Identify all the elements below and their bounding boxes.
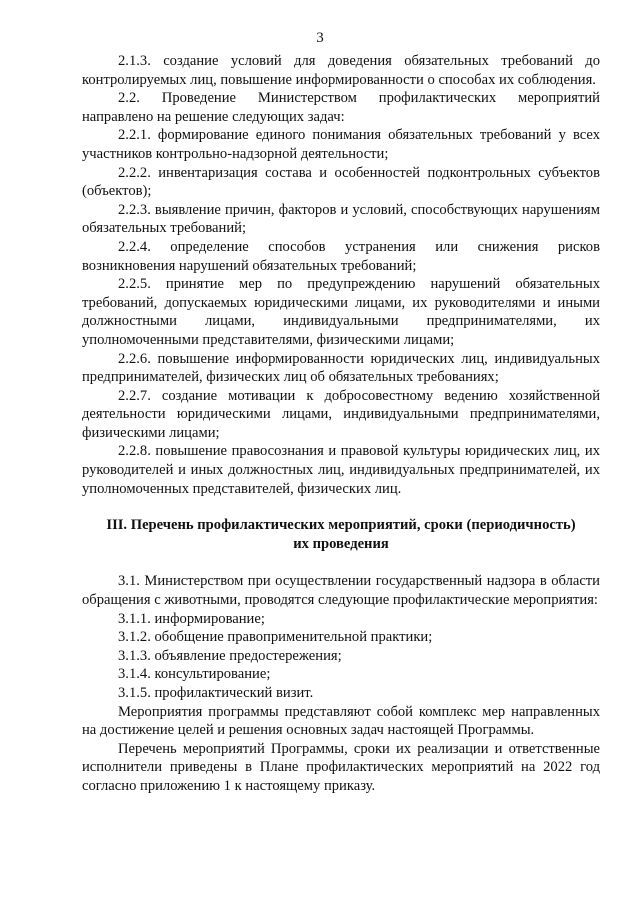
paragraph-3-1-1: 3.1.1. информирование;: [118, 610, 265, 627]
paragraph-program-measures: Мероприятия программы представляют собой комплекс мер направленных на достижение целей и решения основных задач настоящей Программы.: [82, 703, 600, 739]
paragraph-3-1-4: 3.1.4. консультирование;: [118, 666, 271, 683]
paragraph-2-1-3: 2.1.3. создание условий для доведения обязательных требований до контролируемых лиц, повышение информированности о способах их соблюдения.: [82, 53, 600, 88]
spacer: [82, 553, 600, 572]
paragraph-3-1: 3.1. Министерством при осуществлении государственный надзора в области обращения с животными, проводятся следующие профилактические мероприятия:: [82, 573, 600, 609]
paragraph-2-2-1: 2.2.1. формирование единого понимания обязательных требований у всех участников контрольно-надзорной деятельности;: [82, 127, 600, 162]
paragraph-2-2-2: 2.2.2. инвентаризация состава и особенностей подконтрольных субъектов (объектов);: [82, 164, 600, 200]
paragraph-2-2-7: 2.2.7. создание мотивации к добросовестному ведению хозяйственной деятельности юридическими лицами, индивидуальными предпринимателями, физическими лицами;: [82, 387, 600, 441]
paragraph-3-1-2: 3.1.2. обобщение правоприменительной практики;: [118, 629, 433, 646]
paragraph-2-2-3: 2.2.3. выявление причин, факторов и условий, способствующих нарушениям обязательных требований;: [82, 201, 600, 237]
section-3-heading-line-1: III. Перечень профилактических мероприятий, сроки (периодичность): [106, 517, 576, 534]
section-3-heading: [82, 516, 600, 553]
document-body: [82, 52, 600, 796]
paragraph-2-2-6: 2.2.6. повышение информированности юридических лиц, индивидуальных предпринимателей, физических лиц об обязательных требованиях;: [82, 350, 600, 386]
section-3-heading-line-2: их проведения: [293, 535, 389, 552]
paragraph-2-2-4: 2.2.4. определение способов устранения или снижения рисков возникновения нарушений обязательных требований;: [82, 238, 600, 274]
paragraph-2-2-5: 2.2.5. принятие мер по предупреждению нарушений обязательных требований, допускаемых юридическими лицами, их руководителями и иными должностными лицами, индивидуальными предпринимателями, их уполномоченными представителями, физическими лицами;: [82, 276, 600, 348]
paragraph-2-2: 2.2. Проведение Министерством профилактических мероприятий направлено на решение следующих задач:: [82, 90, 600, 125]
paragraph-2-2-8: 2.2.8. повышение правосознания и правовой культуры юридических лиц, их руководителей и иных должностных лиц, индивидуальных предпринимателей, их уполномоченных представителей, физических лиц.: [82, 443, 600, 497]
paragraph-program-list: Перечень мероприятий Программы, сроки их реализации и ответственные исполнители приведены в Плане профилактических мероприятий на 2022 год согласно приложению 1 к настоящему приказу.: [82, 740, 600, 794]
paragraph-3-1-5: 3.1.5. профилактический визит.: [118, 685, 314, 701]
paragraph-3-1-3: 3.1.3. объявление предостережения;: [118, 647, 342, 664]
page-number: 3: [316, 30, 324, 46]
